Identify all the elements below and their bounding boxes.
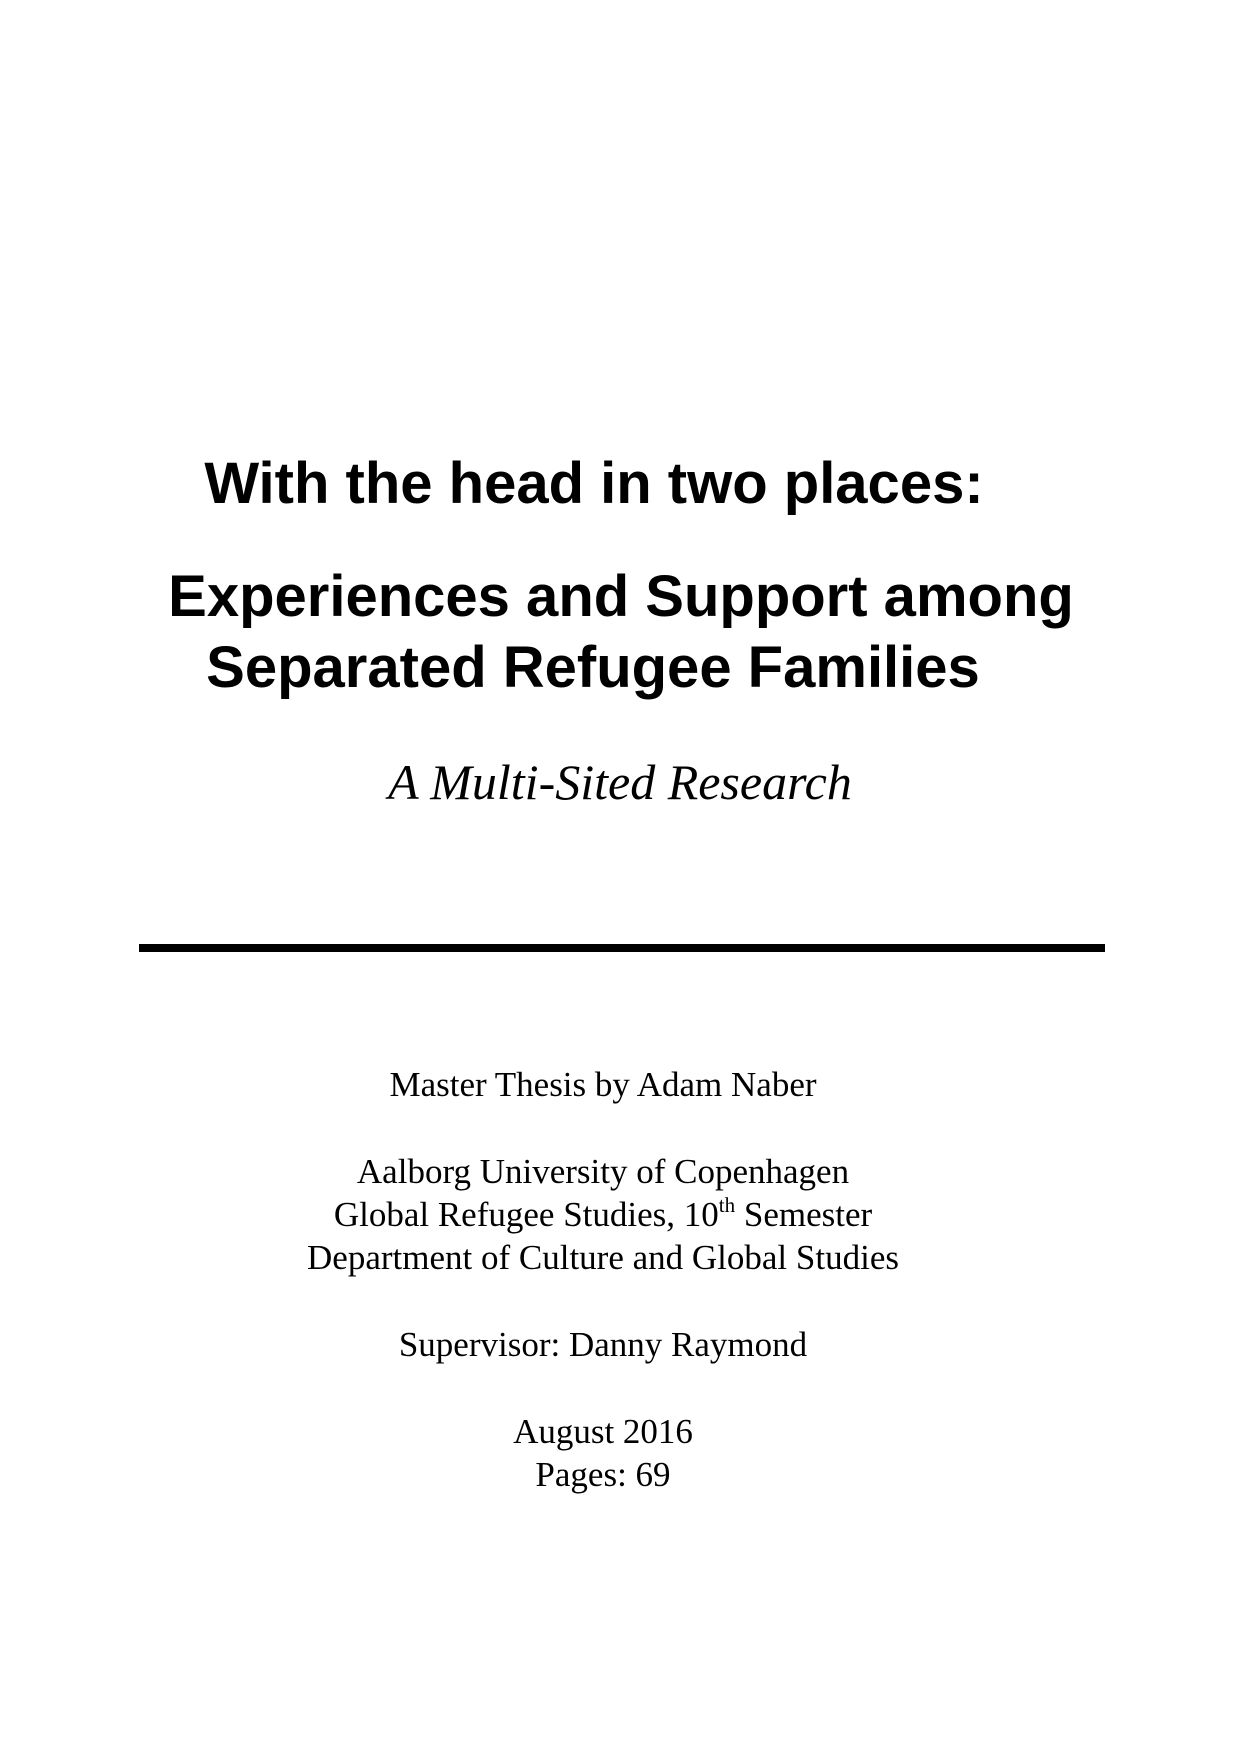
author-line: Master Thesis by Adam Naber [389, 1065, 817, 1104]
date-line: August 2016 [513, 1412, 693, 1451]
subtitle: A Multi-Sited Research [388, 754, 852, 810]
program-ordinal-suffix: th [718, 1193, 736, 1217]
title-line-3: Separated Refugee Families [206, 635, 980, 700]
program-prefix: Global Refugee Studies, 10 [333, 1195, 719, 1234]
title-line-2: Experiences and Support among [168, 564, 1074, 629]
horizontal-divider [139, 944, 1105, 952]
title-line-1: With the head in two places: [204, 451, 984, 516]
university-line: Aalborg University of Copenhagen [356, 1152, 850, 1191]
department-line: Department of Culture and Global Studies [307, 1238, 899, 1277]
pages-line: Pages: 69 [535, 1455, 671, 1494]
program-suffix: Semester [735, 1195, 873, 1234]
supervisor-line: Supervisor: Danny Raymond [398, 1325, 808, 1364]
program-line [0, 1194, 1223, 1236]
